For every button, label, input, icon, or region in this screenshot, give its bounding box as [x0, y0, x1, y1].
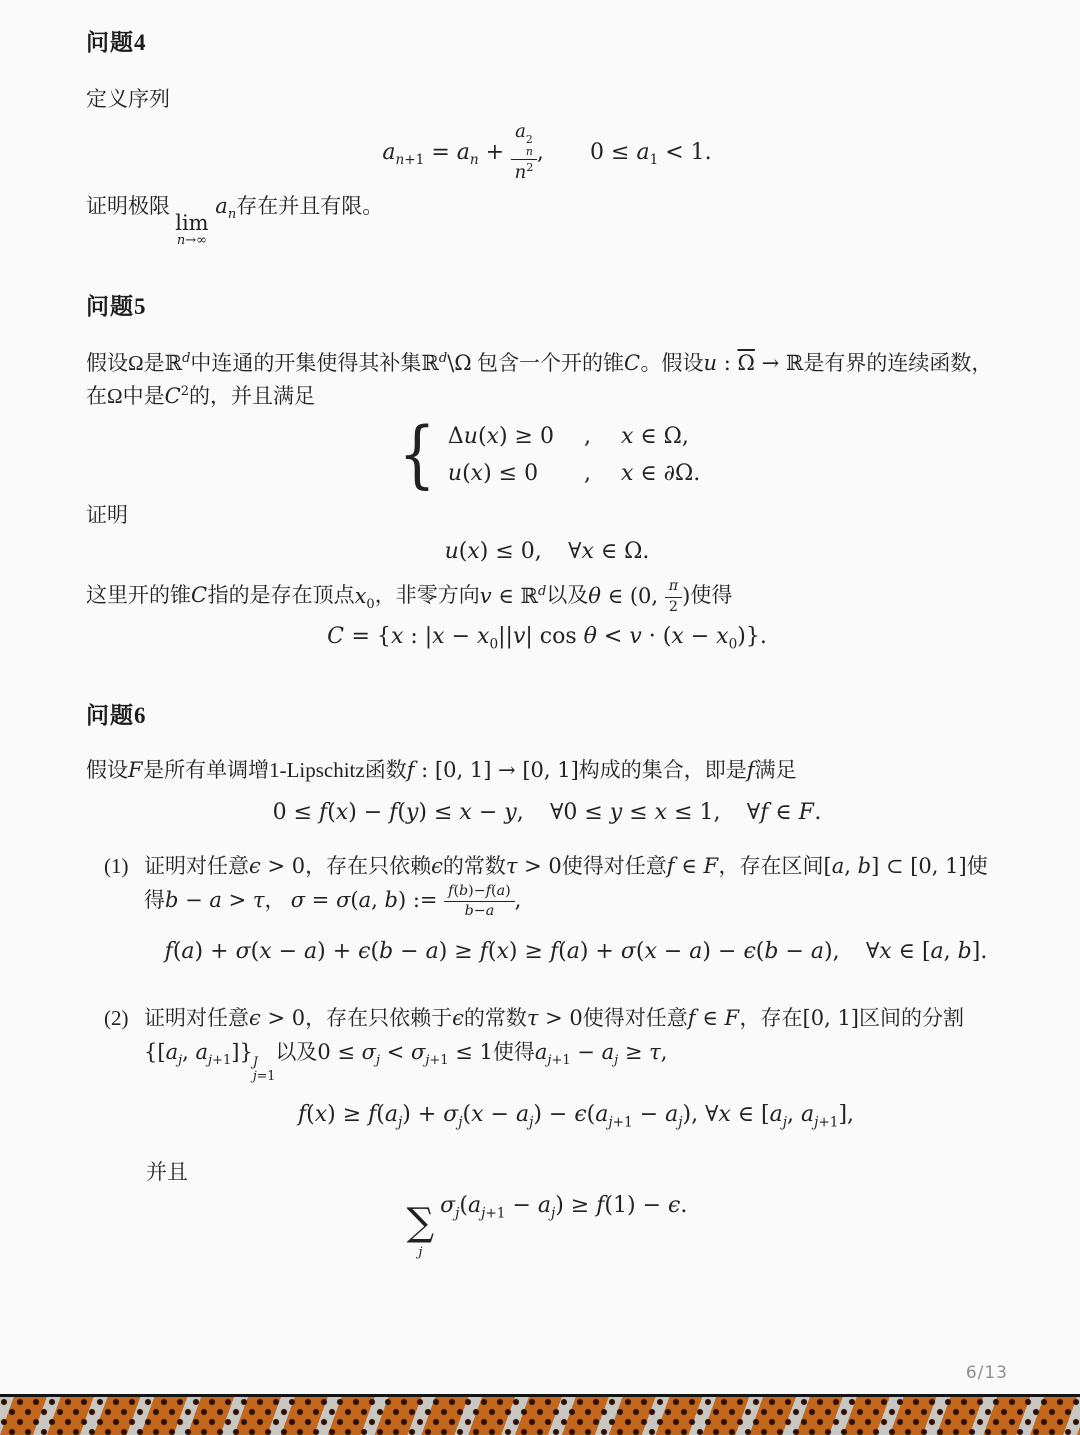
item-1-text: 证明对任意ϵ > 0，存在只依赖ϵ的常数τ > 0使得对任意f ∈ F，存在区间[a, b] ⊂ [0, 1]使得b − a > τ， σ = σ(a, b) := $\frac{f(b)-f(a)}{b-a}$ ,: [144, 853, 988, 920]
problem-5-section: [86, 288, 1008, 654]
problem-5-cone-definition-text: 这里开的锥C指的是存在顶点$x_0$，非零方向v ∈ ℝ$^d$以及θ ∈ (0, $\frac{\pi}{2}$ )使得: [86, 578, 733, 615]
problem-4-section: [86, 24, 1008, 248]
problem-4-claim: 证明极限 lim n→∞ $a_n$存在并且有限。: [86, 194, 384, 248]
problem-6-item-1: [86, 850, 1008, 975]
problem-5-claim-equation: u(x) ≤ 0, ∀x ∈ Ω.: [444, 538, 650, 564]
problem-6-section: [86, 697, 1008, 1258]
problem-6-item-2: [86, 1002, 1008, 1139]
problem-5-proof-label: 证明: [86, 503, 128, 528]
problem-6-paragraph: 假设F是所有单调增1-Lipschitz函数f : [0, 1] → [0, 1]构成的集合，即是f满足: [86, 758, 797, 783]
problem-6-sum-formula: ∑ j $\sigma_j(a_{j+1} - a_j) \ge f(1) - \epsilon$.: [406, 1193, 688, 1260]
item-2-text: 证明对任意ϵ > 0，存在只依赖于ϵ的常数τ > 0使得对任意f ∈ F，存在[0, 1]区间的分割{[$a_j$, $a_{j+1}$]} J j=1 以及$0 \le \sigma_j < \sigma_{j+1} \le 1$使得$a_{j+1} - a_j \ge \tau$,: [144, 1006, 965, 1084]
page-number: 6/13: [965, 1363, 1008, 1383]
item-2-body: [144, 1002, 1008, 1139]
problem-4-intro: 定义序列: [86, 87, 170, 111]
problem-5-cases-equation: { Δu(x) ≥ 0 , x ∈ Ω, u(x) ≤ 0 , x ∈ ∂Ω.: [398, 412, 701, 497]
problem-5-cone-formula: C = {x : $|x - x_0||v|$ $\cos \theta < v \cdot (x - x_0)$}.: [327, 623, 767, 653]
item-1-formula: f(a) + σ(x − a) + ϵ(b − a) ≥ f(x) ≥ f(a) + σ(x − a) − ϵ(b − a), ∀x ∈ [a, b].: [164, 938, 988, 964]
problem-5-heading: 问题5: [86, 293, 147, 319]
problem-4-heading: 问题4: [86, 30, 147, 55]
item-1-body: [144, 850, 1008, 975]
problem-5-paragraph: 假设Ω是ℝ$^d$中连通的开集使得其补集ℝ$^d$\Ω 包含一个开的锥C。假设u : $\overline{\Omega}$ → ℝ是有界的连续函数，在Ω中是$C^2$的，并且满足: [86, 350, 993, 409]
caution-stripe-band: [0, 1394, 1080, 1435]
item-2-label: (2): [104, 1006, 129, 1031]
problem-4-recurrence-formula: $a_{n+1} = a_n$ + a 2 n $n^2$ , $0 \le a_1 < 1$.: [382, 120, 712, 184]
problem-6-heading: 问题6: [86, 703, 147, 729]
item-2-formula: $f(x) \ge f(a_j) + \sigma_j(x - a_j) - \epsilon(a_{j+1} - a_j)$, ∀x ∈ [$a_j$, $a_{j+1}$],: [297, 1101, 855, 1131]
item-1-label: (1): [104, 853, 129, 878]
problem-6-and-label: 并且: [146, 1159, 188, 1184]
problem-6-lipschitz-equation: 0 ≤ f(x) − f(y) ≤ x − y, ∀0 ≤ y ≤ x ≤ 1, ∀f ∈ F.: [272, 800, 822, 826]
